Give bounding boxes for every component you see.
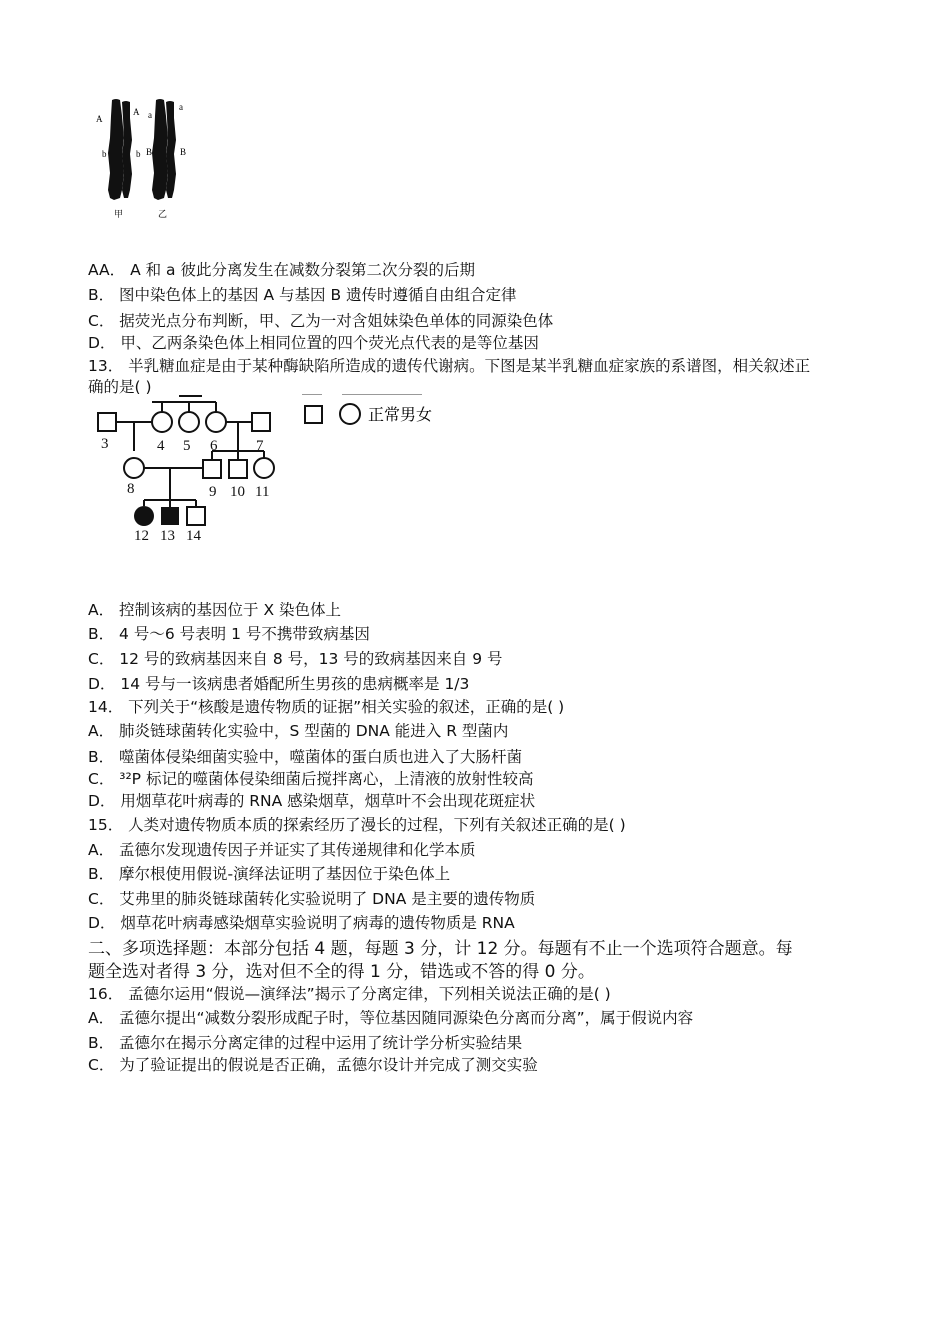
pedigree-chart [92, 394, 472, 554]
gene-label: a [148, 110, 152, 120]
legend-label: 正常男女 [368, 407, 433, 424]
pedigree-id: 13 [160, 528, 175, 544]
pedigree-id: 9 [209, 484, 217, 500]
q14-option-a: A． 肺炎链球菌转化实验中，S 型菌的 DNA 能进入 R 型菌内 [88, 722, 509, 740]
chromosome-yi-chromatid [166, 101, 176, 198]
section2-heading-cont: 题全选对者得 3 分，选对但不全的得 1 分，错选或不答的得 0 分。 [88, 962, 595, 982]
pedigree-id: 8 [127, 481, 135, 497]
pedigree-id: 14 [186, 528, 201, 544]
chromosome-yi [152, 99, 168, 200]
gene-label: A [96, 114, 103, 124]
pedigree-id: 6 [210, 438, 218, 454]
pedigree-id: 3 [101, 436, 109, 452]
gene-label: a [179, 102, 183, 112]
q16-option-a: A． 孟德尔提出“减数分裂形成配子时，等位基因随同源染色分离而分离”，属于假说内容 [88, 1009, 694, 1027]
q13-stem-cont: 确的是( ) [88, 378, 152, 396]
female-11 [254, 458, 274, 478]
q13-option-b: B． 4 号～6 号表明 1 号不携带致病基因 [88, 625, 370, 643]
male-9 [203, 460, 221, 478]
q14-option-c: C． ³²P 标记的噬菌体侵染细菌后搅拌离心，上清液的放射性较高 [88, 770, 534, 788]
pedigree-id: 11 [255, 484, 270, 500]
q13-option-a: A． 控制该病的基因位于 X 染色体上 [88, 601, 342, 619]
q15-option-a: A． 孟德尔发现遗传因子并证实了其传递规律和化学本质 [88, 841, 476, 859]
gene-label: b [102, 149, 107, 159]
caption-jia: 甲 [114, 209, 124, 219]
q12-option-c: C． 据荧光点分布判断，甲、乙为一对含姐妹染色单体的同源染色体 [88, 312, 554, 330]
male-10 [229, 460, 247, 478]
male-7 [252, 413, 270, 431]
section2-heading: 二、多项选择题：本部分包括 4 题，每题 3 分，计 12 分。每题有不止一个选项符合题意。每 [88, 939, 793, 959]
q16-stem: 16． 孟德尔运用“假说—演绎法”揭示了分离定律，下列相关说法正确的是( ) [88, 985, 611, 1003]
q13-option-c: C． 12 号的致病基因来自 8 号，13 号的致病基因来自 9 号 [88, 650, 503, 668]
gene-label: B [146, 147, 153, 157]
q15-stem: 15． 人类对遗传物质本质的探索经历了漫长的过程，下列有关叙述正确的是( ) [88, 816, 626, 834]
gene-label: A [133, 107, 140, 117]
legend-normal-female [340, 404, 360, 424]
male-5 [179, 412, 199, 432]
chromosome-jia [108, 99, 124, 200]
female-6 [206, 412, 226, 432]
pedigree-id: 4 [157, 438, 165, 454]
caption-yi: 乙 [158, 209, 168, 219]
q16-option-b: B． 孟德尔在揭示分离定律的过程中运用了统计学分析实验结果 [88, 1034, 523, 1052]
female-4 [152, 412, 172, 432]
q15-option-c: C． 艾弗里的肺炎链球菌转化实验说明了 DNA 是主要的遗传物质 [88, 890, 536, 908]
q15-option-b: B． 摩尔根使用假说-演绎法证明了基因位于染色体上 [88, 865, 451, 883]
gene-label: b [136, 149, 141, 159]
q14-option-d: D． 用烟草花叶病毒的 RNA 感染烟草，烟草叶不会出现花斑症状 [88, 792, 536, 810]
chromosome-jia-chromatid [122, 101, 132, 198]
pedigree-id: 10 [230, 484, 245, 500]
pedigree-id: 5 [183, 438, 191, 454]
q16-option-c: C． 为了验证提出的假说是否正确，孟德尔设计并完成了测交实验 [88, 1056, 538, 1074]
legend-normal-male [305, 406, 322, 423]
q12-option-b: B． 图中染色体上的基因 A 与基因 B 遗传时遵循自由组合定律 [88, 286, 517, 304]
pedigree-id: 7 [256, 438, 264, 454]
chromosome-figure [92, 98, 202, 224]
pedigree-id: 12 [134, 528, 149, 544]
q15-option-d: D． 烟草花叶病毒感染烟草实验说明了病毒的遗传物质是 RNA [88, 914, 515, 932]
q13-option-d: D． 14 号与一该病患者婚配所生男孩的患病概率是 1/3 [88, 675, 470, 693]
q12-option-d: D． 甲、乙两条染色体上相同位置的四个荧光点代表的是等位基因 [88, 334, 539, 352]
male-14 [187, 507, 205, 525]
q14-option-b: B． 噬菌体侵染细菌实验中，噬菌体的蛋白质也进入了大肠杆菌 [88, 748, 523, 766]
female-8 [124, 458, 144, 478]
q12-option-a: AA． A 和 a 彼此分离发生在减数分裂第二次分裂的后期 [88, 261, 475, 279]
affected-male-13 [161, 507, 179, 525]
male-3 [98, 413, 116, 431]
affected-female-12 [134, 506, 154, 526]
gene-label: B [180, 147, 187, 157]
q13-stem: 13． 半乳糖血症是由于某种酶缺陷所造成的遗传代谢病。下图是某半乳糖血症家族的系谱图，相关叙述正 [88, 357, 811, 375]
q14-stem: 14． 下列关于“核酸是遗传物质的证据”相关实验的叙述，正确的是( ) [88, 698, 565, 716]
